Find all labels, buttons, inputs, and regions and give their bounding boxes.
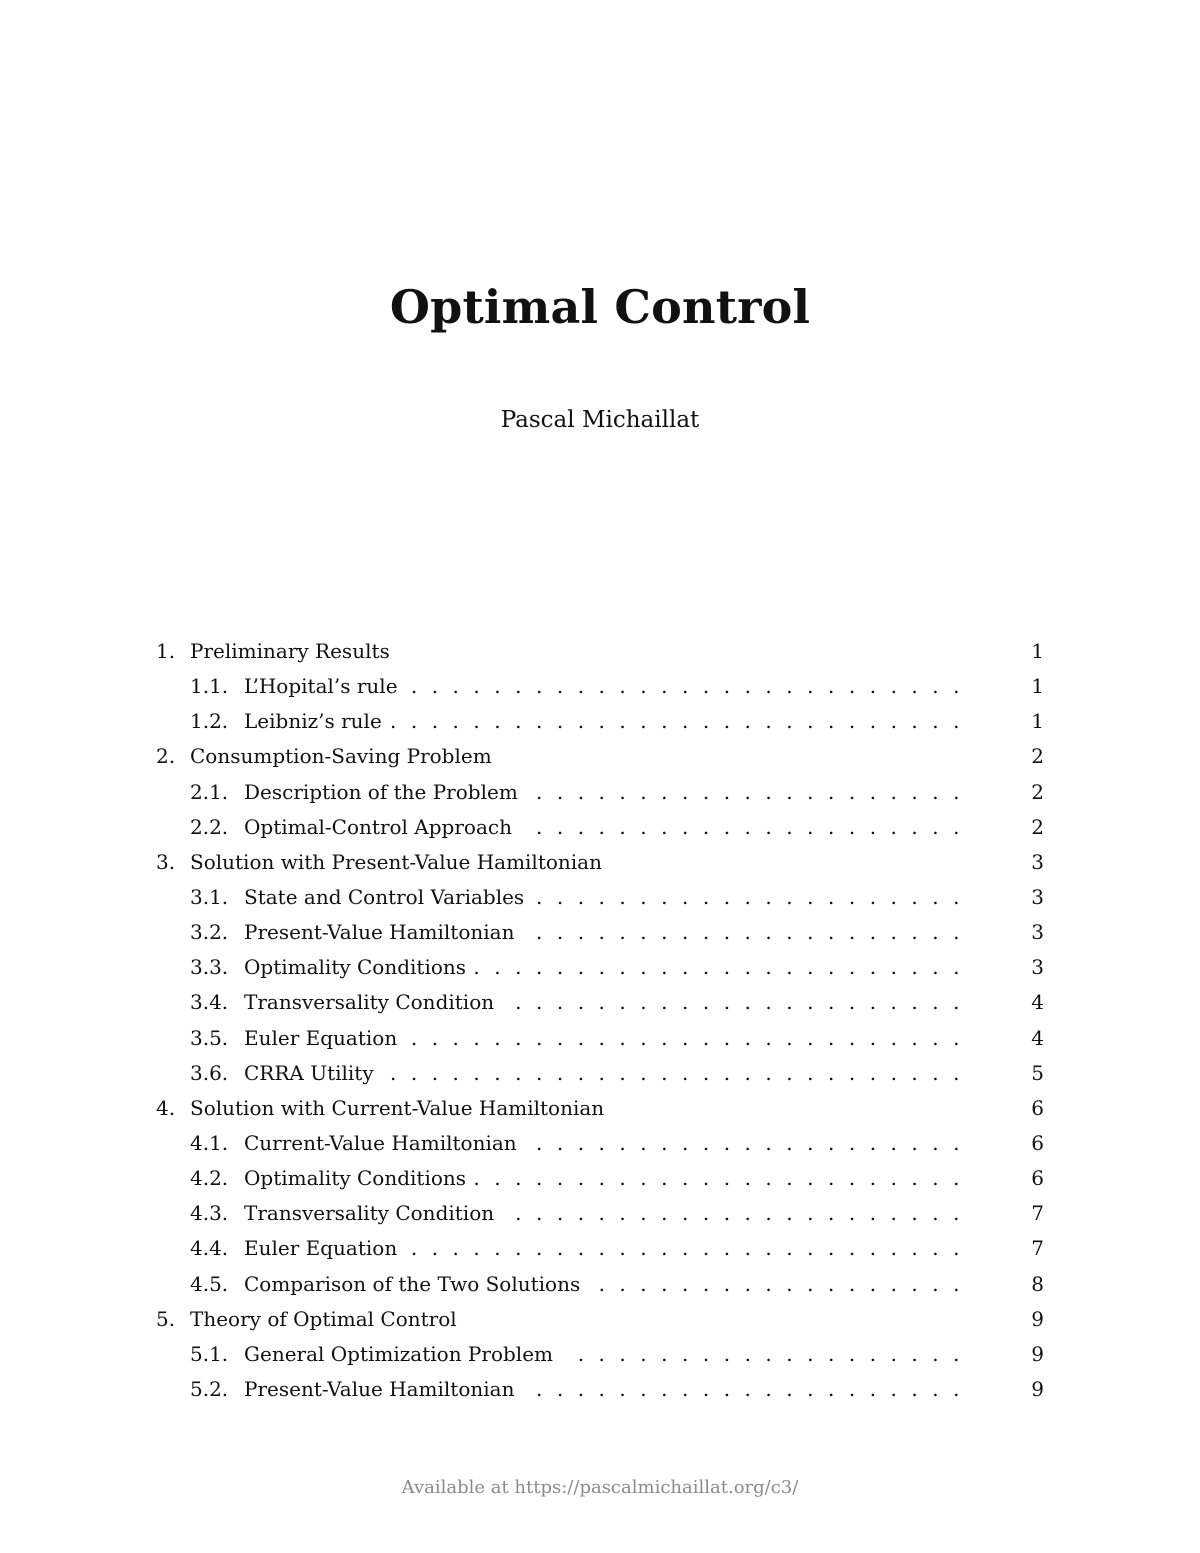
toc-subsection[interactable]	[156, 775, 1046, 810]
toc-page-number: 3	[1031, 884, 1044, 909]
toc-number: 4.4.	[190, 1236, 229, 1261]
toc-dot-leaders: .....................	[535, 779, 974, 804]
toc-label: Present-Value Hamiltonian	[244, 1376, 515, 1401]
toc-subsection[interactable]	[156, 880, 1046, 915]
toc-subsection[interactable]	[156, 810, 1046, 845]
toc-number: 2.2.	[190, 814, 229, 839]
toc-label: Solution with Current-Value Hamiltonian	[190, 1095, 605, 1120]
toc-dot-leaders: ...........................	[410, 1236, 974, 1261]
toc-section[interactable]	[156, 1091, 1046, 1126]
toc-page-number: 4	[1031, 990, 1044, 1015]
toc-label: Description of the Problem	[244, 779, 518, 804]
toc-page-number: 5	[1031, 1060, 1044, 1085]
toc-number: 3.1.	[190, 884, 229, 909]
toc-label: Solution with Present-Value Hamiltonian	[190, 849, 602, 874]
toc-dot-leaders: ......................	[515, 1201, 974, 1226]
toc-dot-leaders: ......................	[515, 990, 974, 1015]
toc-subsection[interactable]	[156, 985, 1046, 1020]
toc-subsection[interactable]	[156, 1231, 1046, 1266]
toc-subsection[interactable]	[156, 1337, 1046, 1372]
toc-subsection[interactable]	[156, 669, 1046, 704]
toc-page-number: 3	[1031, 849, 1044, 874]
toc-number: 4.5.	[190, 1271, 229, 1296]
toc-label: Transversality Condition	[244, 1201, 495, 1226]
toc-page-number: 2	[1031, 744, 1044, 769]
toc-dot-leaders: .....................	[535, 1376, 974, 1401]
toc-page-number: 4	[1031, 1025, 1044, 1050]
toc-page-number: 8	[1031, 1271, 1044, 1296]
toc-page-number: 1	[1031, 709, 1044, 734]
toc-label: CRRA Utility	[244, 1060, 374, 1085]
toc-number: 3.5.	[190, 1025, 229, 1050]
toc-page-number: 6	[1031, 1166, 1044, 1191]
toc-number: 5.	[156, 1306, 176, 1331]
toc-number: 3.2.	[190, 920, 229, 945]
toc-label: Leibniz’s rule	[244, 709, 382, 734]
toc-label: Present-Value Hamiltonian	[244, 920, 515, 945]
toc-label: Current-Value Hamiltonian	[244, 1130, 517, 1155]
toc-page-number: 9	[1031, 1306, 1044, 1331]
toc-number: 1.1.	[190, 674, 229, 699]
toc-dot-leaders: .....................	[535, 1130, 974, 1155]
footer-availability: Available at https://pascalmichaillat.org/c3/	[401, 1477, 799, 1498]
toc-dot-leaders: .....................	[535, 814, 974, 839]
toc-dot-leaders: ............................	[389, 1060, 974, 1085]
toc-number: 2.	[156, 744, 176, 769]
document-title: Optimal Control	[389, 280, 811, 334]
toc-label: Euler Equation	[244, 1236, 398, 1261]
toc-number: 5.1.	[190, 1341, 229, 1366]
toc-label: General Optimization Problem	[244, 1341, 553, 1366]
toc-subsection[interactable]	[156, 1161, 1046, 1196]
toc-section[interactable]	[156, 739, 1046, 774]
toc-subsection[interactable]	[156, 1021, 1046, 1056]
toc-label: Preliminary Results	[190, 639, 390, 663]
author-name: Pascal Michaillat	[500, 407, 700, 433]
toc-label: Optimality Conditions	[244, 1166, 467, 1191]
toc-number: 1.	[156, 639, 176, 663]
toc-subsection[interactable]	[156, 704, 1046, 739]
toc-subsection[interactable]	[156, 1196, 1046, 1231]
toc-page-number: 7	[1031, 1236, 1044, 1261]
toc-dot-leaders: ...........................	[410, 1025, 974, 1050]
toc-page-number: 3	[1031, 920, 1044, 945]
toc-subsection[interactable]	[156, 1372, 1046, 1407]
toc-number: 5.2.	[190, 1376, 229, 1401]
toc-page-number: 9	[1031, 1376, 1044, 1401]
toc-subsection[interactable]	[156, 1126, 1046, 1161]
toc-dot-leaders: ........................	[473, 955, 974, 980]
toc-subsection[interactable]	[156, 1056, 1046, 1091]
toc-section[interactable]	[156, 845, 1046, 880]
toc-dot-leaders: .....................	[535, 920, 974, 945]
toc-label: State and Control Variables	[244, 884, 525, 909]
toc-page-number: 6	[1031, 1095, 1044, 1120]
toc-label: Optimal-Control Approach	[244, 814, 512, 839]
toc-label: Optimality Conditions	[244, 955, 467, 980]
toc-number: 4.3.	[190, 1201, 229, 1226]
toc-label: Euler Equation	[244, 1025, 398, 1050]
toc-page-number: 6	[1031, 1130, 1044, 1155]
toc-section[interactable]	[156, 1302, 1046, 1337]
toc-page-number: 1	[1031, 639, 1044, 663]
toc-page-number: 3	[1031, 955, 1044, 980]
toc-subsection[interactable]	[156, 1267, 1046, 1302]
toc-label: Theory of Optimal Control	[190, 1306, 457, 1331]
toc-number: 3.4.	[190, 990, 229, 1015]
toc-number: 3.6.	[190, 1060, 229, 1085]
toc-section[interactable]	[156, 634, 1046, 669]
toc-page-number: 2	[1031, 814, 1044, 839]
toc-label: L’Hopital’s rule	[244, 674, 398, 699]
toc-subsection[interactable]	[156, 915, 1046, 950]
toc-label: Consumption-Saving Problem	[190, 744, 492, 769]
toc-page-number: 1	[1031, 674, 1044, 699]
toc-number: 2.1.	[190, 779, 229, 804]
toc-subsection[interactable]	[156, 950, 1046, 985]
toc-dot-leaders: ...........................	[410, 674, 974, 699]
toc-dot-leaders: ..................	[598, 1271, 974, 1296]
toc-dot-leaders: .....................	[535, 884, 974, 909]
toc-label: Comparison of the Two Solutions	[244, 1271, 581, 1296]
table-of-contents	[156, 634, 1046, 1407]
toc-page-number: 9	[1031, 1341, 1044, 1366]
toc-number: 3.	[156, 849, 176, 874]
toc-dot-leaders: ........................	[473, 1166, 974, 1191]
toc-dot-leaders: ...................	[577, 1341, 974, 1366]
toc-number: 4.	[156, 1095, 176, 1120]
toc-number: 4.1.	[190, 1130, 229, 1155]
toc-page-number: 2	[1031, 779, 1044, 804]
toc-dot-leaders: ............................	[389, 709, 974, 734]
toc-page-number: 7	[1031, 1201, 1044, 1226]
toc-label: Transversality Condition	[244, 990, 495, 1015]
toc-number: 3.3.	[190, 955, 229, 980]
toc-number: 1.2.	[190, 709, 229, 734]
toc-number: 4.2.	[190, 1166, 229, 1191]
